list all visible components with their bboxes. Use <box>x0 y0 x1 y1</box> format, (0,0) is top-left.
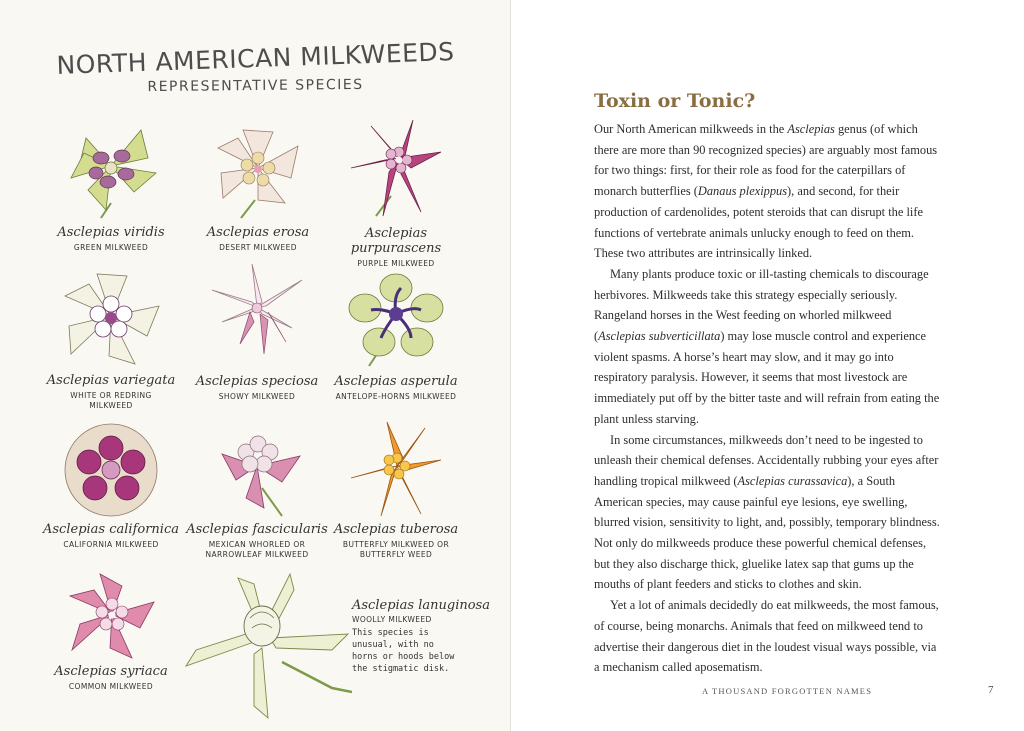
species-californica <box>36 420 186 550</box>
desert-milkweed-flower-icon <box>203 118 313 223</box>
green-milkweed-flower-icon <box>56 118 166 223</box>
showy-milkweed-flower-icon <box>202 262 312 372</box>
text-run: ), and second, for their production of cardenolides, potent steroids that can disrupt the life functions of vertebrate animals unlucky enough to feed on them. These two attributes are intrinsically linked. <box>594 184 923 261</box>
species-syriaca <box>36 572 186 692</box>
body-paragraph <box>594 430 944 596</box>
text-page <box>512 0 1024 731</box>
species-fascicularis <box>182 426 332 560</box>
plate-title: NORTH AMERICAN MILKWEEDS <box>56 37 455 80</box>
species-common-name: SHOWY MILKWEED <box>218 392 296 401</box>
species-latin-name: Asclepias fascicularis <box>186 522 328 537</box>
california-milkweed-flower-icon <box>55 420 167 520</box>
species-common-name: WHITE OR REDRING <box>70 391 152 400</box>
species-common-name-line2: MILKWEED <box>89 401 133 411</box>
mexican-whorled-flower-icon <box>202 426 312 520</box>
body-paragraph <box>594 595 944 678</box>
species-latin-name: Asclepias syriaca <box>54 664 168 679</box>
species-latin-name: Asclepias erosa <box>206 225 310 240</box>
body-paragraph <box>594 119 944 264</box>
text-run: Many plants produce toxic or ill-tasting chemicals to discourage herbivores. Milkweeds take this strategy especially seriously. Rangeland horses in the West feeding on whorled milkweed ( <box>594 266 929 344</box>
species-viridis <box>36 118 186 253</box>
species-latin-name: Asclepias californica <box>43 522 179 537</box>
text-run: ), a South American species, may cause painful eye lesions, eye swelling, blurred vision, sensitivity to light, and, possibly, temporary blindness. Not only do milkweeds produce these powerful chemical defenses, but they also discharge thick, gluelike latex sap that gums up the mouths of plant feeders and sticks to clothes and skin. <box>594 473 940 592</box>
featured-common-name: WOOLLY MILKWEED <box>352 615 432 624</box>
text-run: In some circumstances, milkweeds don’t need to be ingested to unleash their chemical defenses. Accidentally rubbing your eyes after handling tropical milkweed ( <box>594 432 939 488</box>
butterfly-weed-flower-icon <box>341 418 451 520</box>
text-run: genus (of which there are more than 90 recognized species) are arguably most famous for two things: first, for their role as food for the caterpillars of monarch butterflies ( <box>594 122 938 199</box>
page-number: 7 <box>988 684 994 696</box>
white-milkweed-flower-icon <box>55 266 167 371</box>
italic-term: Asclepias <box>787 122 835 136</box>
species-common-name: COMMON MILKWEED <box>68 682 154 691</box>
species-variegata <box>36 266 186 411</box>
text-run: ) may lose muscle control and experience violent spasms. A horse’s heart may slow, and it may go into respiratory paralysis. However, it seems that most livestock are immediately put off by the bitter taste and will refrain from eating the plant unless starving. <box>594 329 940 426</box>
common-milkweed-flower-icon <box>56 572 166 662</box>
species-speciosa <box>182 262 332 402</box>
species-latin-name: Asclepias speciosa <box>195 374 319 389</box>
species-purpurascens <box>321 116 471 269</box>
species-latin-name: Asclepias asperula <box>334 374 458 389</box>
text-run: Our North American milkweeds in the <box>594 122 788 136</box>
species-asperula <box>321 266 471 402</box>
species-common-name: BUTTERFLY MILKWEED OR <box>342 540 450 549</box>
species-common-name: CALIFORNIA MILKWEED <box>63 540 159 549</box>
running-footer: A THOUSAND FORGOTTEN NAMES <box>702 686 873 696</box>
species-common-name-line2: BUTTERFLY WEED <box>359 550 433 560</box>
italic-term: Asclepias subverticillata <box>598 329 721 344</box>
species-erosa <box>183 118 333 253</box>
plate-subtitle: REPRESENTATIVE SPECIES <box>147 76 364 96</box>
species-common-name-line2: NARROWLEAF MILKWEED <box>205 550 309 560</box>
illustration-page <box>0 0 511 731</box>
featured-species-label <box>352 598 502 676</box>
species-tuberosa <box>321 418 471 560</box>
text-run: Yet a lot of animals decidedly do eat milkweeds, the most famous, of course, being monarchs. Animals that feed on milkweed tend to advertise their dangerous diet in the loudest visual ways possible, via a mechanism called aposematism. <box>594 598 939 675</box>
featured-note: This species is unusual, with no horns or hoods below the stigmatic disk. <box>352 628 455 674</box>
species-latin-name: Asclepias viridis <box>57 225 165 240</box>
antelope-horns-flower-icon <box>341 266 451 372</box>
woolly-milkweed-flower-icon <box>182 570 352 720</box>
species-common-name: PURPLE MILKWEED <box>357 259 435 268</box>
body-paragraph <box>594 264 944 430</box>
italic-term: Danaus plexippus <box>697 184 788 199</box>
purple-milkweed-flower-icon <box>341 116 451 224</box>
species-latin-name: Asclepias tuberosa <box>333 522 459 537</box>
featured-latin-name: Asclepias lanuginosa <box>352 598 490 613</box>
body-text <box>594 119 944 678</box>
species-common-name: GREEN MILKWEED <box>73 243 149 252</box>
section-heading: Toxin or Tonic? <box>594 90 756 112</box>
species-common-name: MEXICAN WHORLED OR <box>208 540 306 549</box>
species-latin-name: Asclepias purpurascens <box>350 226 442 256</box>
species-latin-name: Asclepias variegata <box>46 373 176 388</box>
italic-term: Asclepias curassavica <box>737 473 848 488</box>
species-common-name: ANTELOPE-HORNS MILKWEED <box>335 392 457 401</box>
species-common-name: DESERT MILKWEED <box>219 243 297 252</box>
